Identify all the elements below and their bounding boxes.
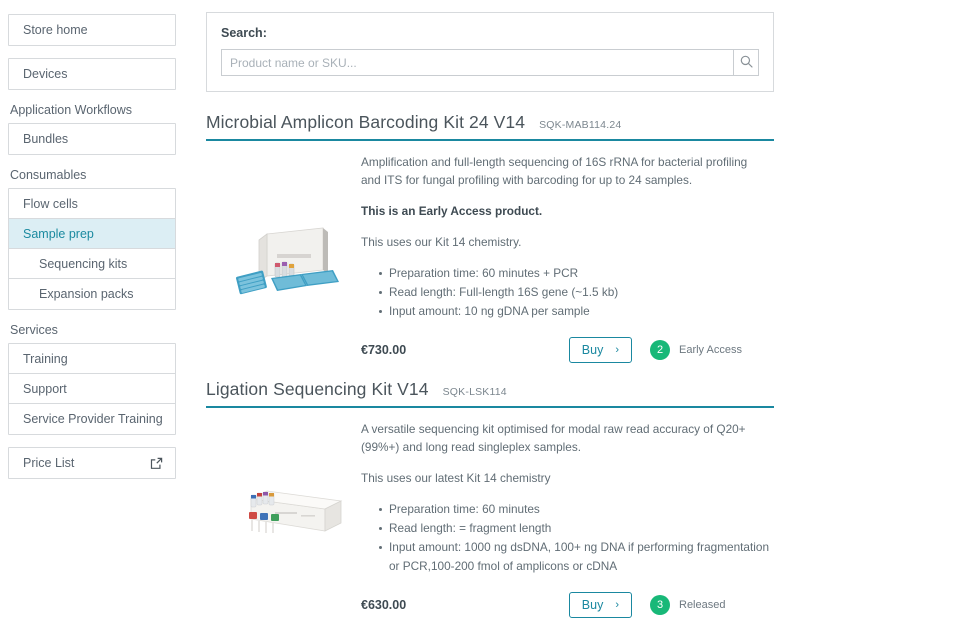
product-header <box>206 379 774 408</box>
sidebar-group-label: Application Workflows <box>10 103 133 117</box>
sidebar-group <box>8 322 176 435</box>
status-badge <box>650 340 770 360</box>
product-spec-item: Input amount: 10 ng gDNA per sample <box>379 302 770 321</box>
kit-box-with-tubes-photo <box>229 479 339 559</box>
search-submit-button[interactable] <box>733 50 758 75</box>
sidebar-group-box <box>8 343 176 435</box>
sidebar-item-label: Sample prep <box>23 227 94 241</box>
buy-button[interactable] <box>569 592 632 618</box>
product-sku: SQK-LSK114 <box>442 386 507 398</box>
sidebar-item-label: Price List <box>23 456 75 470</box>
sidebar-item-label: Sequencing kits <box>39 257 128 271</box>
product-buy-row <box>361 337 770 363</box>
product-body <box>206 408 774 618</box>
product-header <box>206 112 774 141</box>
search-icon <box>740 55 753 71</box>
external-link-icon <box>150 457 163 470</box>
product-price: €730.00 <box>361 343 407 357</box>
product-body <box>206 141 774 363</box>
sidebar-item-label: Training <box>23 352 68 366</box>
sidebar-group <box>8 14 176 46</box>
sidebar <box>0 0 200 623</box>
product-image <box>206 153 361 363</box>
sidebar-group-label: Services <box>10 323 58 337</box>
status-badge-number: 2 <box>650 340 670 360</box>
product-spec-item: Preparation time: 60 minutes + PCR <box>379 264 770 283</box>
product-paragraph: This uses our latest Kit 14 chemistry <box>361 471 551 485</box>
sidebar-item-sample-prep[interactable] <box>9 219 175 249</box>
sidebar-group-box <box>8 123 176 155</box>
product-spec-item: Input amount: 1000 ng dsDNA, 100+ ng DNA if performing fragmentation or PCR,100-200 fmol of amplicons or cDNA <box>379 538 770 576</box>
product-card <box>206 112 774 363</box>
buy-button-label: Buy <box>581 343 604 357</box>
product-image <box>206 420 361 618</box>
chevron-right-icon: › <box>615 599 619 611</box>
sidebar-item-label: Devices <box>23 67 68 81</box>
sidebar-item-flow-cells[interactable] <box>9 189 175 219</box>
sidebar-item-store-home[interactable] <box>9 15 175 45</box>
buy-button-label: Buy <box>581 598 604 612</box>
sidebar-item-label: Service Provider Training <box>23 412 163 426</box>
sidebar-group <box>8 167 176 310</box>
sidebar-item-label: Flow cells <box>23 197 78 211</box>
product-card <box>206 379 774 618</box>
sidebar-item-service-provider-training[interactable] <box>9 404 175 434</box>
sidebar-item-label: Bundles <box>23 132 69 146</box>
sidebar-group <box>8 102 176 155</box>
product-spec-item: Read length: Full-length 16S gene (~1.5 kb) <box>379 283 770 302</box>
product-paragraph: This is an Early Access product. <box>361 204 543 218</box>
sidebar-item-label: Support <box>23 382 67 396</box>
product-price: €630.00 <box>361 598 407 612</box>
product-paragraph: A versatile sequencing kit optimised for modal raw read accuracy of Q20+ (99%+) and long read singleplex samples. <box>361 422 746 454</box>
status-badge-label: Released <box>679 599 726 611</box>
product-spec-list <box>361 500 770 576</box>
kit-box-with-plates-photo <box>229 218 339 298</box>
product-list <box>206 112 977 618</box>
sidebar-group-box <box>8 188 176 310</box>
sidebar-group-box <box>8 447 176 479</box>
sidebar-item-bundles[interactable] <box>9 124 175 154</box>
sidebar-group <box>8 58 176 90</box>
product-spec-item: Read length: = fragment length <box>379 519 770 538</box>
product-sku: SQK-MAB114.24 <box>539 119 622 131</box>
product-info <box>361 420 774 618</box>
product-spec-list <box>361 264 770 321</box>
sidebar-item-expansion-packs[interactable] <box>9 279 175 309</box>
status-badge-number: 3 <box>650 595 670 615</box>
product-buy-row <box>361 592 770 618</box>
product-info <box>361 153 774 363</box>
sidebar-item-sequencing-kits[interactable] <box>9 249 175 279</box>
search-input[interactable] <box>222 50 733 75</box>
sidebar-item-devices[interactable] <box>9 59 175 89</box>
product-paragraph: Amplification and full-length sequencing of 16S rRNA for bacterial profiling and ITS for fungal profiling with barcoding for up to 24 samples. <box>361 155 748 187</box>
buy-button[interactable] <box>569 337 632 363</box>
search-row <box>221 49 759 76</box>
status-badge-label: Early Access <box>679 344 742 356</box>
sidebar-item-training[interactable] <box>9 344 175 374</box>
search-label: Search: <box>221 26 267 40</box>
search-panel <box>206 12 774 92</box>
sidebar-group-box <box>8 14 176 46</box>
product-title: Ligation Sequencing Kit V14 <box>206 379 429 399</box>
sidebar-group <box>8 447 176 479</box>
product-paragraph: This uses our Kit 14 chemistry. <box>361 235 522 249</box>
sidebar-group-label: Consumables <box>10 168 87 182</box>
chevron-right-icon: › <box>615 344 619 356</box>
sidebar-item-label: Expansion packs <box>39 287 134 301</box>
sidebar-item-support[interactable] <box>9 374 175 404</box>
product-spec-item: Preparation time: 60 minutes <box>379 500 770 519</box>
main-content <box>200 0 977 623</box>
sidebar-item-price-list[interactable] <box>9 448 175 478</box>
status-badge <box>650 595 770 615</box>
product-title: Microbial Amplicon Barcoding Kit 24 V14 <box>206 112 526 132</box>
sidebar-item-label: Store home <box>23 23 88 37</box>
sidebar-group-box <box>8 58 176 90</box>
